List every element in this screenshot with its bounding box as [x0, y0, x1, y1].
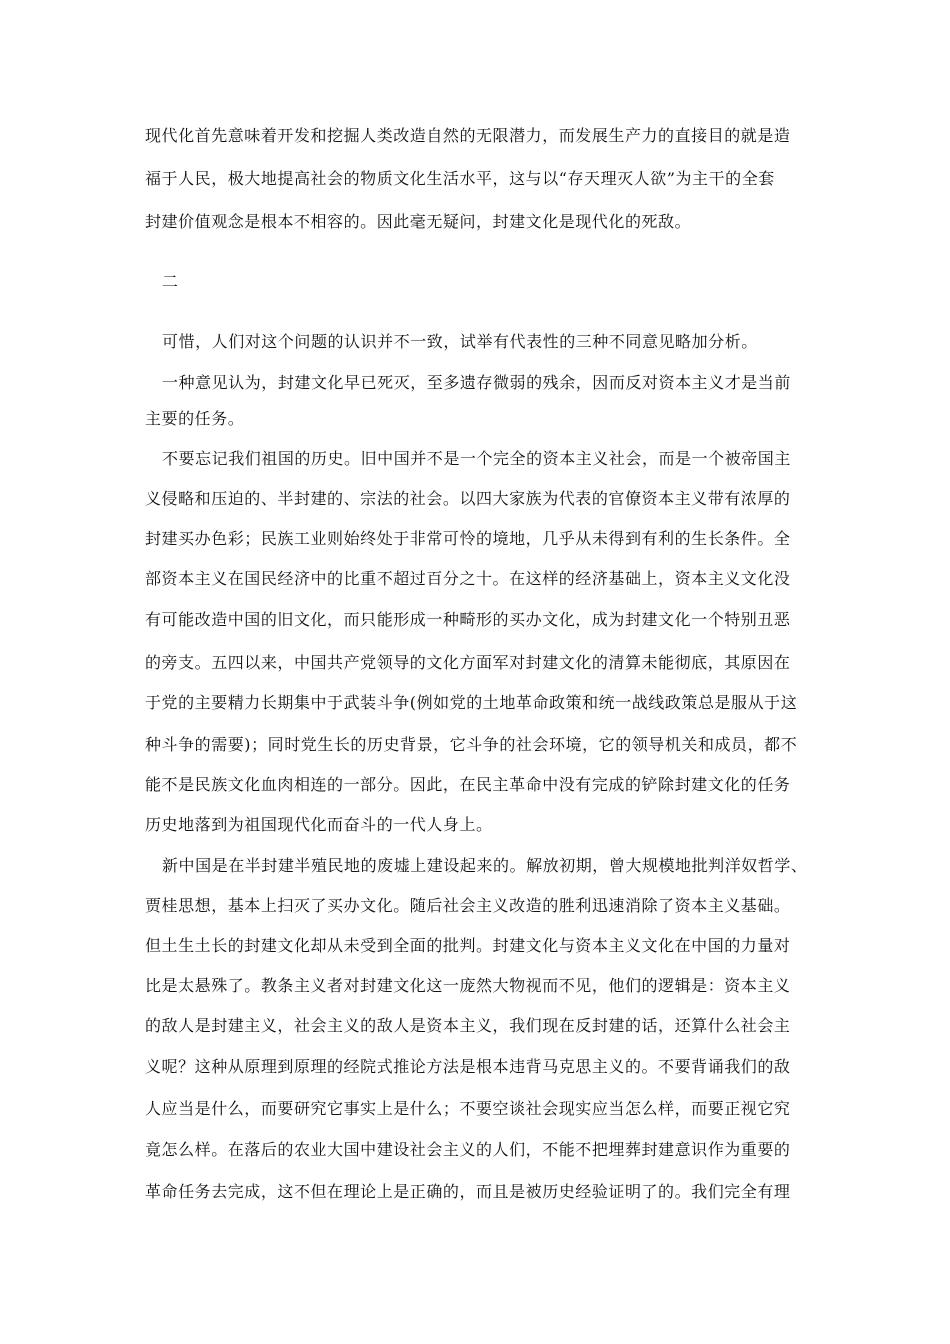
text-line: 现代化首先意味着开发和挖掘人类改造自然的无限潜力，而发展生产力的直接目的就是造 — [145, 126, 791, 145]
text-line: 不要忘记我们祖国的历史。旧中国并不是一个完全的资本主义社会，而是一个被帝国主 — [162, 449, 791, 468]
text-line: 可惜，人们对这个问题的认识并不一致，试举有代表性的三种不同意见略加分析。 — [162, 332, 758, 351]
text-line: 历史地落到为祖国现代化而奋斗的一代人身上。 — [145, 815, 493, 834]
text-line: 但土生土长的封建文化却从未受到全面的批判。封建文化与资本主义文化在中国的力量对 — [145, 936, 791, 955]
text-line: 能不是民族文化血肉相连的一部分。因此，在民主革命中没有完成的铲除封建文化的任务 — [145, 775, 791, 794]
text-line: 封建价值观念是根本不相容的。因此毫无疑问，封建文化是现代化的死敌。 — [145, 212, 692, 231]
text-line: 一种意见认为，封建文化早已死灭，至多遗存微弱的残余，因而反对资本主义才是当前 — [162, 373, 791, 392]
text-line: 人应当是什么，而要研究它事实上是什么；不要空谈社会现实应当怎么样，而要正视它究 — [145, 1099, 791, 1118]
text-line: 贾桂思想，基本上扫灭了买办文化。随后社会主义改造的胜利迅速消除了资本主义基础。 — [145, 896, 791, 915]
text-line: 有可能改造中国的旧文化，而只能形成一种畸形的买办文化，成为封建文化一个特别丑恶 — [145, 610, 791, 629]
text-line: 革命任务去完成，这不但在理论上是正确的，而且是被历史经验证明了的。我们完全有理 — [145, 1182, 791, 1201]
text-line: 比是太悬殊了。教条主义者对封建文化这一庞然大物视而不见，他们的逻辑是：资本主义 — [145, 976, 791, 995]
text-line: 封建买办色彩；民族工业则始终处于非常可怜的境地，几乎从未得到有利的生长条件。全 — [145, 529, 791, 548]
text-line: 于党的主要精力长期集中于武装斗争(例如党的土地革命政策和统一战线政策总是服从于这 — [145, 693, 798, 712]
text-line: 竟怎么样。在落后的农业大国中建设社会主义的人们，不能不把埋葬封建意识作为重要的 — [145, 1140, 791, 1159]
text-line: 种斗争的需要)；同时党生长的历史背景，它斗争的社会环境，它的领导机关和成员，都不 — [145, 735, 798, 754]
text-line: 主要的任务。 — [145, 409, 245, 428]
section-heading: 二 — [162, 272, 179, 291]
text-line: 的旁支。五四以来，中国共产党领导的文化方面军对封建文化的清算未能彻底，其原因在 — [145, 653, 791, 672]
text-line: 的敌人是封建主义，社会主义的敌人是资本主义，我们现在反封建的话，还算什么社会主 — [145, 1016, 791, 1035]
text-line: 义侵略和压迫的、半封建的、宗法的社会。以四大家族为代表的官僚资本主义带有浓厚的 — [145, 489, 791, 508]
text-line: 部资本主义在国民经济中的比重不超过百分之十。在这样的经济基础上，资本主义文化没 — [145, 569, 791, 588]
text-line: 新中国是在半封建半殖民地的废墟上建设起来的。解放初期，曾大规模地批判洋奴哲学、 — [162, 856, 808, 875]
text-line: 福于人民，极大地提高社会的物质文化生活水平，这与以“存天理灭人欲”为主干的全套 — [145, 169, 775, 188]
text-line: 义呢？这种从原理到原理的经院式推论方法是根本违背马克思主义的。不要背诵我们的敌 — [145, 1057, 791, 1076]
